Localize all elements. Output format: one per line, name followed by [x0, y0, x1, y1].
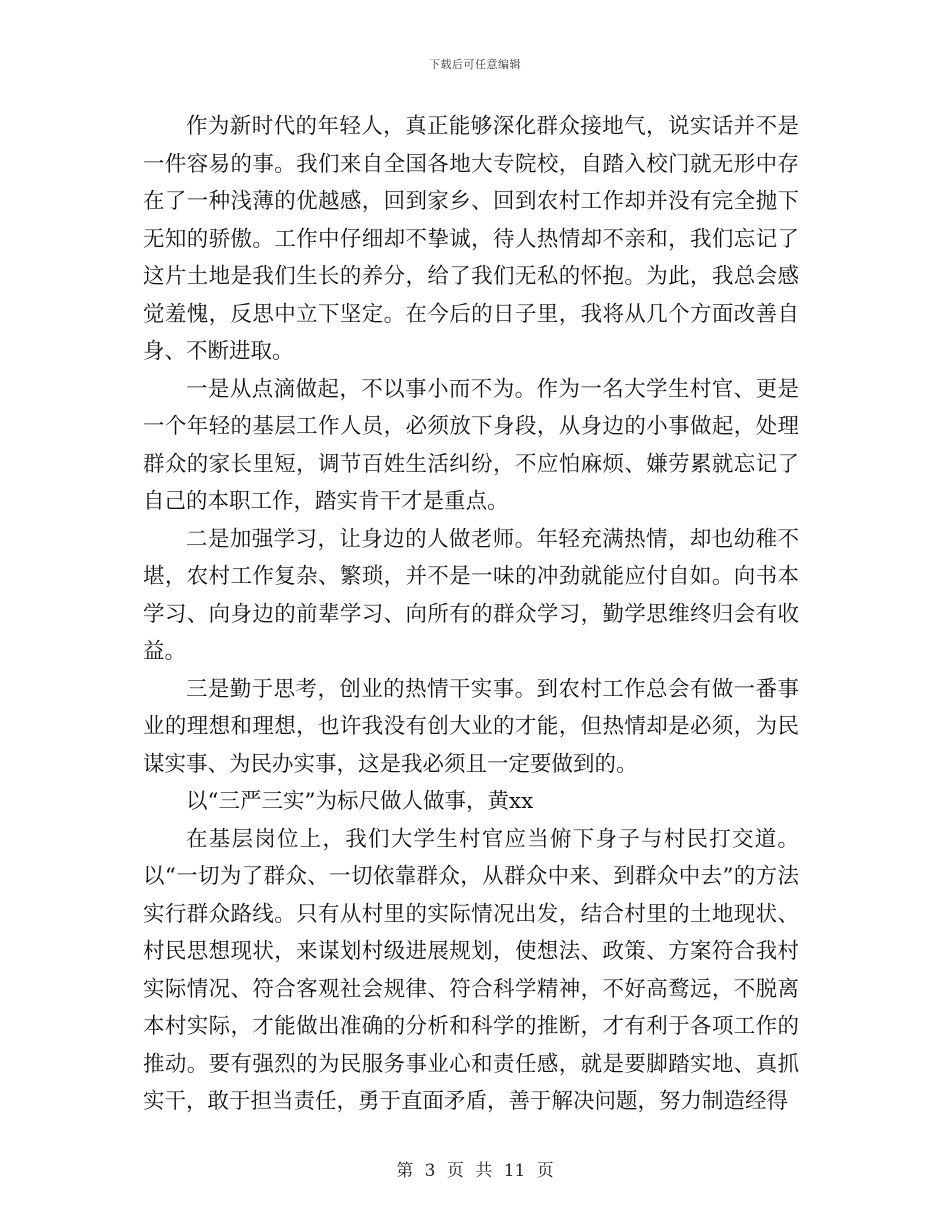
page-footer: 第 3 页 共 11 页 [396, 1161, 554, 1181]
paragraph: 作为新时代的年轻人，真正能够深化群众接地气，说实话并不是一件容易的事。我们来自全国各地大专院校，自踏入校门就无形中存在了一种浅薄的优越感，回到家乡、回到农村工作却并没有完全抛下无知的骄傲。工作中仔细却不挚诚，待人热情却不亲和，我们忘记了这片土地是我们生长的养分，给了我们无私的怀抱。为此，我总会感觉羞愧，反思中立下坚定。在今后的日子里，我将从几个方面改善自身、不断进取。 [143, 114, 799, 364]
paragraph: 三是勤于思考，创业的热情干实事。到农村工作总会有做一番事业的理想和理想，也许我没有创大业的才能，但热情却是必须，为民谋实事、为民办实事，这是我必须且一定要做到的。 [143, 676, 799, 777]
document-body [143, 108, 799, 1121]
page-header: 下载后可任意编辑 [429, 58, 521, 71]
section-heading: 以“三严三实”为标尺做人做事，黄xx [186, 789, 534, 814]
paragraph: 在基层岗位上，我们大学生村官应当俯下身子与村民打交道。以“一切为了群众、一切依靠群众，从群众中来、到群众中去”的方法实行群众路线。只有从村里的实际情况出发，结合村里的土地现状、村民思想现状，来谋划村级进展规划，使想法、政策、方案符合我村实际情况、符合客观社会规律、符合科学精神，不好高鹜远，不脱离本村实际，才能做出准确的分析和科学的推断，才有利于各项工作的推动。要有强烈的为民服务事业心和责任感，就是要脚踏实地、真抓实干，敢于担当责任，勇于直面矛盾，善于解决问题，努力制造经得 [143, 826, 799, 1114]
paragraph: 一是从点滴做起，不以事小而不为。作为一名大学生村官、更是一个年轻的基层工作人员，必须放下身段，从身边的小事做起，处理群众的家长里短，调节百姓生活纠纷，不应怕麻烦、嫌劳累就忘记了自己的本职工作，踏实肯干才是重点。 [143, 376, 799, 514]
paragraph: 二是加强学习，让身边的人做老师。年轻充满热情，却也幼稚不堪，农村工作复杂、繁琐，并不是一味的冲劲就能应付自如。向书本学习、向身边的前辈学习、向所有的群众学习，勤学思维终归会有收益。 [143, 526, 799, 664]
